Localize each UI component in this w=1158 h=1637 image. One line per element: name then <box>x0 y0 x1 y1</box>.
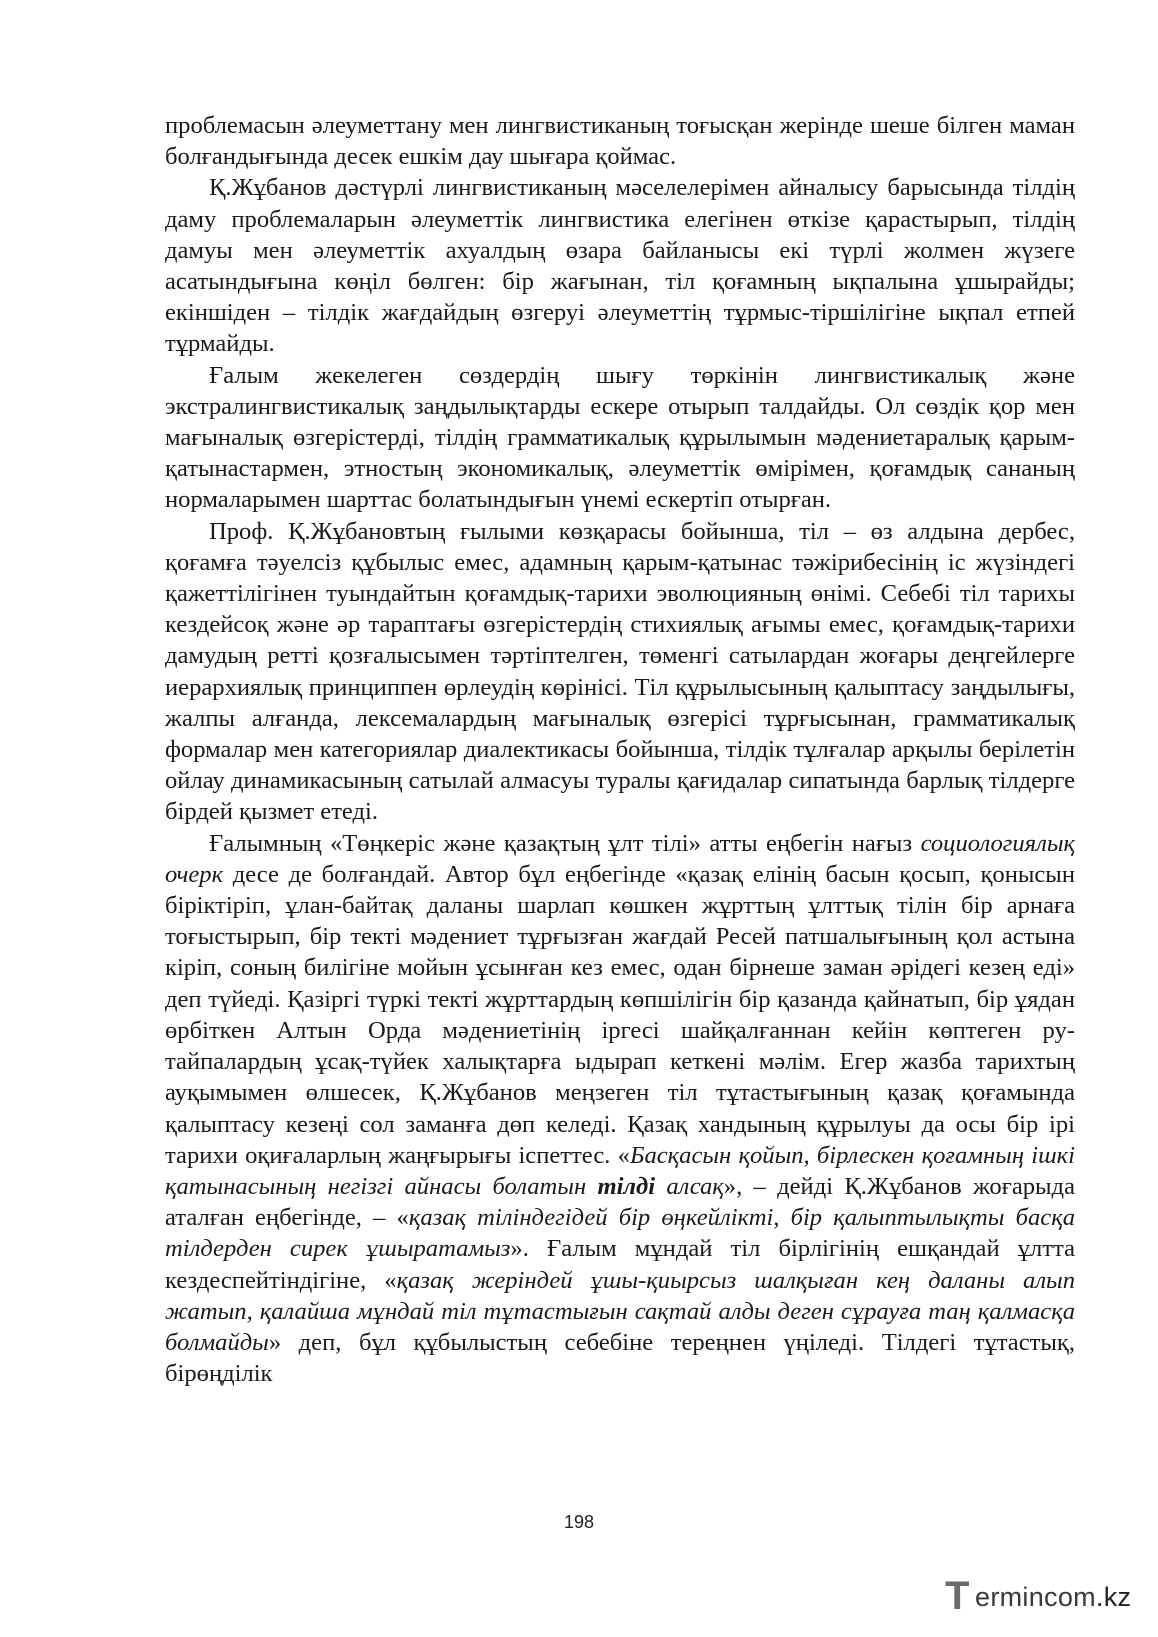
document-body <box>165 110 1075 1389</box>
italic-text: қазақ жеріндей ұшы-қиырсыз шалқыған кең даланы алып жатып, қалайша мұндай тіл тұтастығын сақтай алды деген сұрауға таң қалмасқа болмайды <box>165 1266 1075 1356</box>
paragraph <box>165 828 1075 1390</box>
paragraph <box>165 172 1075 359</box>
bold-italic-text: тілді <box>597 1172 656 1200</box>
paragraph <box>165 516 1075 828</box>
text-run: десе де болғандай. Автор бұл еңбегінде «қазақ елінің басын қосып, қонысын біріктіріп, ұлан-байтақ даланы шарлап көшкен жұрттың ұлттық тілін бір арнаға тоғыстырып, бір текті мәдениет тұрғызған жағдай Ресей патшалығының қол астына кіріп, соның билігіне мойын ұсынған кез емес, одан бірнеше заман әрідегі кезең еді» деп түйеді. Қазіргі түркі текті жұрттардың көпшілігін бір қазанда қайнатып, бір ұядан өрбіткен Алтын Орда мәдениетінің іргесі шайқалғаннан кейін көптеген ру-тайпалардың ұсақ-түйек халықтарға ыдырап кеткені мәлім. Егер жазба тарихтың ауқымымен өлшесек, Қ.Жұбанов меңзеген тіл тұтастығының қазақ қоғамында қалыптасу кезеңі сол заманға дөп келеді. Қазақ хандының құрылуы да осы бір ірі тарихи оқиғаларлың жаңғырығы іспеттес. « <box>165 860 1075 1169</box>
emphasis-wrapper <box>597 1173 655 1200</box>
logo-tld: .kz <box>1095 1582 1132 1612</box>
text-run: Проф. Қ.Жұбановтың ғылыми көзқарасы бойынша, тіл – өз алдына дербес, қоғамға тәуелсіз құбылыс емес, адамның қарым-қатынас тәжірибесінің іс жүзіндегі қажеттілігінен туындайтын қоғамдық-тарихи эволюцияның өнімі. Себебі тіл тарихы кездейсоқ және әр тараптағы өзгерістердің стихиялық ағымы емес, қоғамдық-тарихи дамудың ретті қозғалысымен тәртіптелген, төменгі сатылардан жоғары деңгейлерге иерархиялық принциппен өрлеудің көрінісі. Тіл құрылысының қалыптасу заңдылығы, жалпы алғанда, лексемалардың мағыналық өзгерісі тұрғысынан, грамматикалық формалар мен категориялар диалектикасы бойынша, тілдік тұлғалар арқылы берілетін ойлау динамикасының сатылай алмасуы туралы қағидалар сипатында барлық тілдерге бірдей қызмет етеді. <box>165 517 1075 826</box>
italic-text: қазақ тіліндегідей бір өңкейлікті, бір қалыптылықты басқа тілдерден сирек ұшыратамыз <box>165 1204 1075 1263</box>
page-number: 198 <box>563 1512 595 1532</box>
text-run: », – дейді Қ.Жұбанов жоғарыда аталған еңбегінде, – « <box>165 1172 1075 1232</box>
text-run: » деп, бұл құбылыстың себебіне тереңнен үңіледі. Тілдегі тұтастық, бірөңділік <box>165 1328 1075 1388</box>
italic-text: алсақ <box>655 1172 724 1200</box>
logo-text <box>975 1582 1131 1612</box>
text-run: Ғалымның «Төңкеріс және қазақтың ұлт тілі» атты еңбегін нағыз <box>209 829 921 857</box>
text-run: Ғалым жекелеген сөздердің шығу төркінін лингвистикалық және экстралингвистикалық заңдылықтарды ескере отырып талдайды. Ол сөздік қор мен мағыналық өзгерістерді, тілдің грамматикалық құрылымын мәдениетаралық қарым-қатынастармен, этностың экономикалық, әлеуметтік өмірімен, қоғамдық сананың нормаларымен шарттас болатындығын үнемі ескертіп отырған. <box>165 361 1075 514</box>
paragraph <box>165 360 1075 516</box>
termincom-logo <box>945 1576 1145 1616</box>
logo-mark: T <box>945 1574 970 1618</box>
logo-name: ermincom <box>975 1582 1096 1612</box>
paragraph <box>165 110 1075 172</box>
italic-text: Басқасын қойып, бірлескен қоғамның ішкі қатынасының негізгі айнасы болатын <box>165 1141 1076 1200</box>
text-run: ». Ғалым мұндай тіл бірлігінің ешқандай ұлтта кездеспейтіндігіне, « <box>165 1235 1076 1294</box>
text-run: Қ.Жұбанов дәстүрлі лингвистиканың мәселелерімен айналысу барысында тілдің даму проблемаларын әлеуметтік лингвистика елегінен өткізе қарастырып, тілдің дамуы мен әлеуметтік ахуалдың өзара байланысы екі түрлі жолмен жүзеге асатындығына көңіл бөлген: бір жағынан, тіл қоғамның ықпалына ұшырайды; екіншіден – тілдік жағдайдың өзгеруі әлеуметтің тұрмыс-тіршілігіне ықпал етпей тұрмайды. <box>165 174 1075 358</box>
text-run: проблемасын әлеуметтану мен лингвистиканың тоғысқан жерінде шеше білген маман болғандығында десек ешкім дау шығара қоймас. <box>165 112 1075 171</box>
italic-text: социологиялық очерк <box>165 829 1075 888</box>
